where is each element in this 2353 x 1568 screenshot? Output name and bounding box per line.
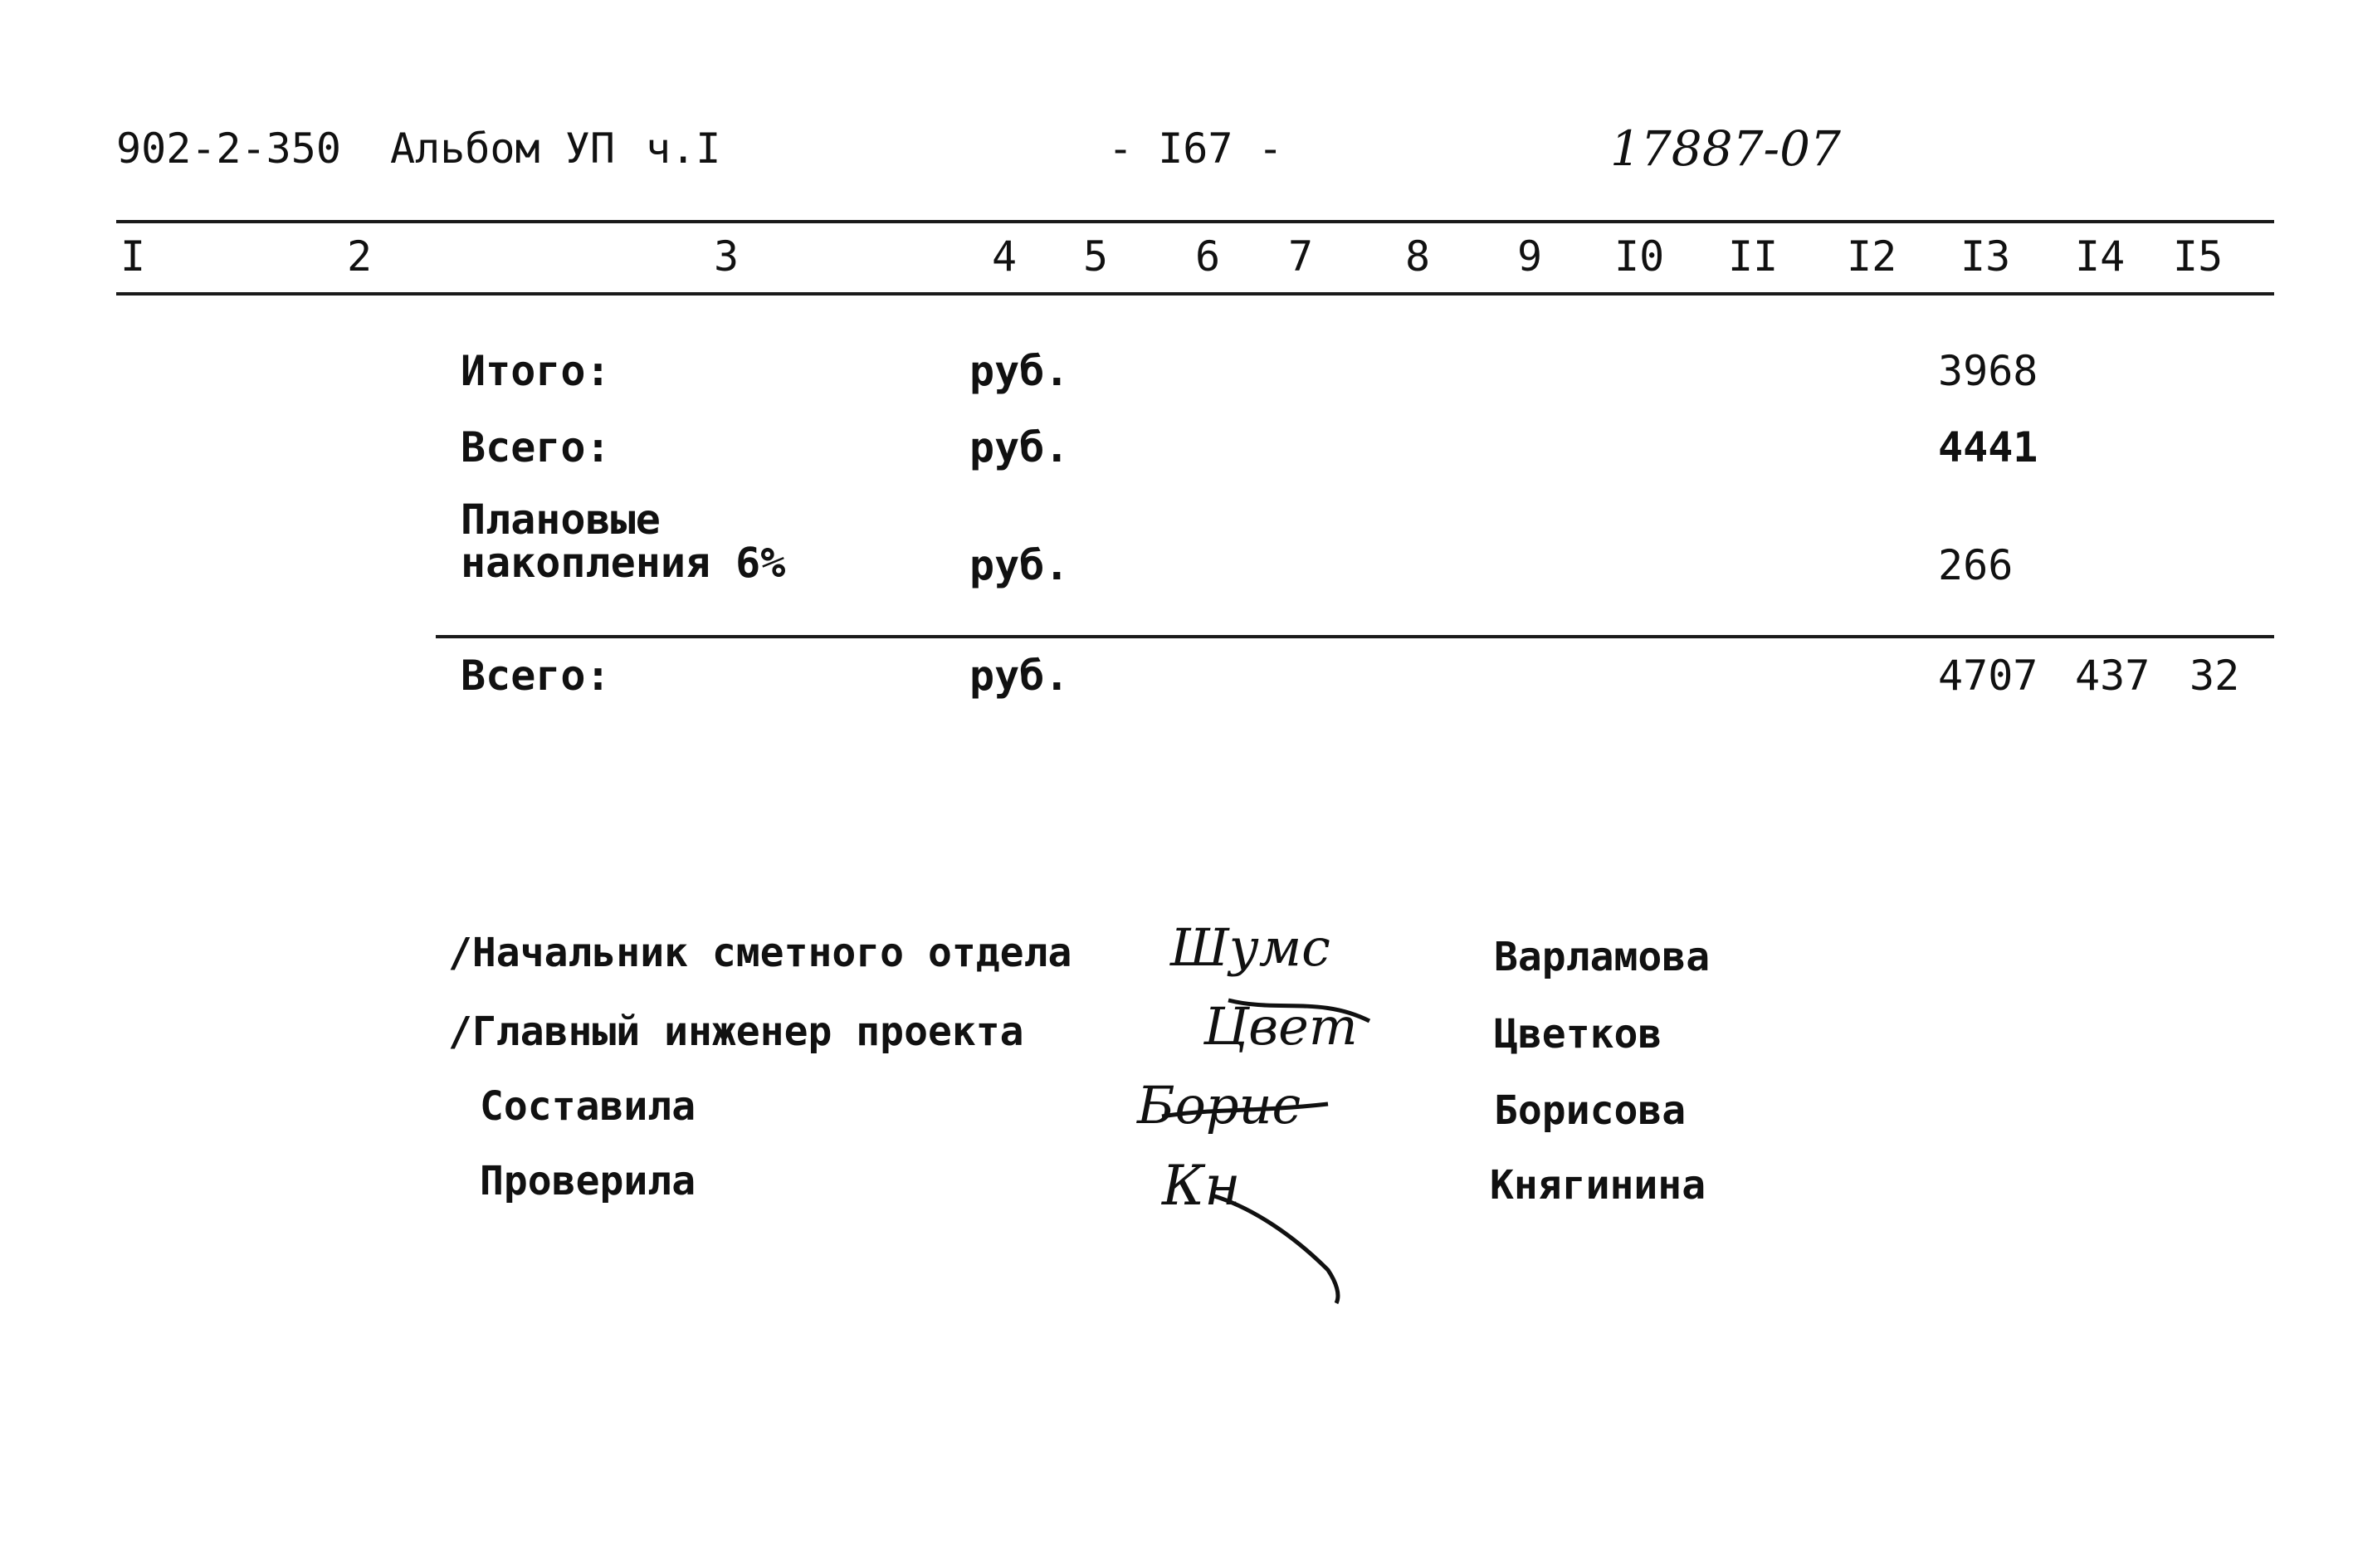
column-number-8: 8 (1405, 232, 1431, 281)
row-col15-value: 32 (2189, 652, 2240, 700)
column-number-10: I0 (1614, 232, 1665, 281)
row-label: Всего: (461, 423, 611, 471)
page-number: - I67 - (1108, 125, 1283, 173)
column-number-9: 9 (1517, 232, 1543, 281)
handwritten-signature: Кн (1162, 1154, 1241, 1218)
signatory-name: Княгинина (1490, 1162, 1706, 1209)
row-col13-value: 4441 (1938, 423, 2038, 471)
column-number-2: 2 (347, 232, 373, 281)
row-unit: руб. (969, 423, 1070, 471)
signature-role: Проверила (480, 1158, 696, 1204)
column-number-6: 6 (1195, 232, 1221, 281)
row-unit: руб. (969, 652, 1070, 700)
handwritten-signature: Борис (1137, 1075, 1301, 1136)
column-number-3: 3 (714, 232, 740, 281)
column-number-1: I (120, 232, 146, 281)
album-label: Альбом УП (390, 125, 615, 173)
row-col13-value: 3968 (1938, 347, 2038, 395)
part-label: ч.I (646, 125, 721, 173)
signatory-name: Борисова (1494, 1087, 1687, 1134)
handwritten-signature: Цвет (1203, 996, 1358, 1057)
signatory-name: Варламова (1494, 934, 1711, 980)
row-label-multiline: Плановые накопления 6% (461, 496, 786, 587)
column-number-4: 4 (992, 232, 1018, 281)
signature-role: Составила (480, 1083, 696, 1130)
row-col13-value: 4707 (1938, 652, 2038, 700)
row-label: Всего: (461, 652, 611, 700)
row-unit: руб. (969, 541, 1070, 589)
row-unit: руб. (969, 347, 1070, 395)
column-number-5: 5 (1083, 232, 1109, 281)
handwritten-signature: Шумс (1170, 917, 1330, 978)
row-label: Итого: (461, 347, 611, 395)
column-number-12: I2 (1847, 232, 1897, 281)
column-number-14: I4 (2075, 232, 2126, 281)
column-number-11: II (1728, 232, 1779, 281)
column-number-13: I3 (1960, 232, 2011, 281)
total-rule (436, 635, 2274, 638)
row-col14-value: 437 (2075, 652, 2150, 700)
signatory-name: Цветков (1494, 1011, 1662, 1058)
column-number-7: 7 (1288, 232, 1314, 281)
row-col13-value: 266 (1938, 541, 2014, 589)
signature-role: /Главный инженер проекта (448, 1009, 1024, 1055)
header-bottom-rule (116, 292, 2274, 296)
signature-flourish (1129, 921, 1428, 1320)
doc-code: 902-2-350 (116, 125, 341, 173)
signature-role: /Начальник сметного отдела (448, 930, 1072, 976)
table-top-rule (116, 220, 2274, 223)
handwritten-number: 17887-07 (1610, 120, 1841, 177)
column-number-15: I5 (2173, 232, 2224, 281)
